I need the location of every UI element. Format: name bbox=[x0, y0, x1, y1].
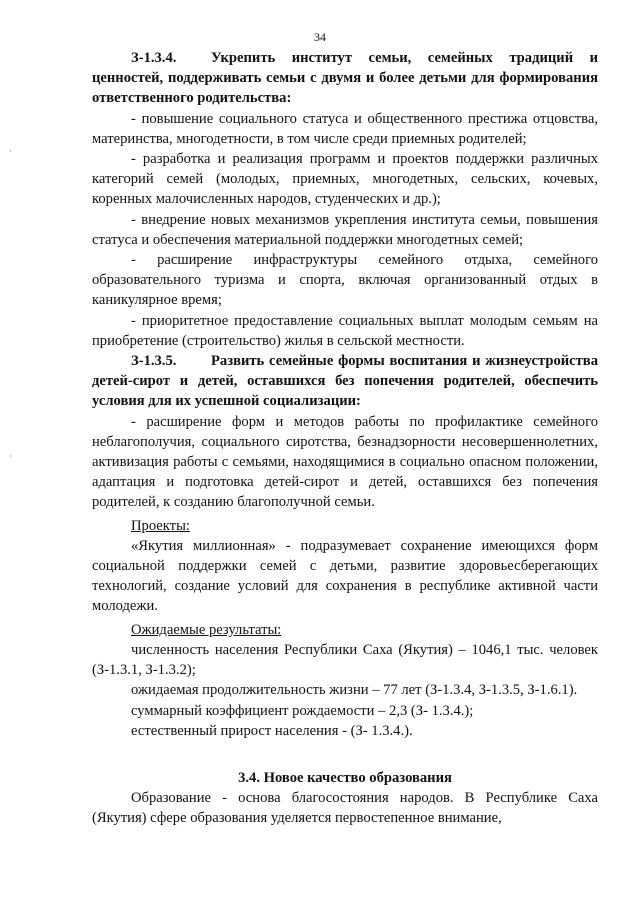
expected-label: Ожидаемые результаты: bbox=[131, 621, 282, 638]
list-item: - разработка и реализация программ и проектов поддержки различных категорий семей (молодых, приемных, многодетных, сельских, кочевых, коренных малочисленных народов, студенческих и др.); bbox=[92, 151, 598, 208]
page-number: 34 bbox=[314, 30, 326, 44]
section-code: З-1.3.4. bbox=[131, 50, 177, 66]
projects-label: Проекты: bbox=[131, 517, 190, 534]
expected-item: естественный прирост населения - (З- 1.3.4.). bbox=[131, 722, 413, 739]
document-body bbox=[92, 48, 598, 829]
margin-mark bbox=[10, 150, 11, 152]
list-item: - внедрение новых механизмов укрепления института семьи, повышения статуса и обеспечения материальной поддержки многодетных семей; bbox=[92, 211, 598, 248]
margin-mark bbox=[10, 455, 11, 457]
projects-label-line bbox=[92, 516, 598, 536]
section-3-1-3-4-title bbox=[92, 48, 598, 109]
list-item: - расширение инфраструктуры семейного отдыха, семейного образовательного туризма и спорта, включая организованный отдых в каникулярное время; bbox=[92, 252, 598, 309]
section-title-text: Развить семейные формы воспитания и жизнеустройства детей-сирот и детей, оставшихся без попечения родителей, обеспечить условия для их успешной социализации: bbox=[92, 353, 598, 410]
expected-item: суммарный коэффициент рождаемости – 2,3 (З- 1.3.4.); bbox=[131, 702, 474, 719]
section-code: З-1.3.5. bbox=[131, 353, 177, 370]
section-3-4-heading: 3.4. Новое качество образования bbox=[238, 769, 452, 786]
expected-item: численность населения Республики Саха (Якутия) – 1046,1 тыс. человек (З-1.3.1, З-1.3.2); bbox=[92, 641, 598, 679]
list-item: - приоритетное предоставление социальных выплат молодым семьям на приобретение (строительство) жилья в сельской местности. bbox=[92, 312, 598, 349]
section-3-1-3-5-title bbox=[92, 351, 598, 412]
expected-label-line bbox=[92, 620, 598, 640]
projects-text: «Якутия миллионная» - подразумевает сохранение имеющихся форм социальной поддержки семей с детьми, развитие здоровьесберегающих технологий, создание условий для сохранения в республике активной части молодежи. bbox=[92, 537, 598, 615]
list-item: - повышение социального статуса и общественного престижа отцовства, материнства, многодетности, в том числе среди приемных родителей; bbox=[92, 110, 598, 147]
list-item: - расширение форм и методов работы по профилактике семейного неблагополучия, социального сиротства, безнадзорности несовершеннолетних, активизация работы с семьями, находящимися в социально опасном положении, адаптация и подготовка детей-сирот и детей, оставшихся без попечения родителей, к созданию благополучной семьи. bbox=[92, 413, 598, 511]
expected-item: ожидаемая продолжительность жизни – 77 лет (З-1.3.4, З-1.3.5, З-1.6.1). bbox=[131, 682, 578, 699]
section-title-text: Укрепить институт семьи, семейных традиций и ценностей, поддерживать семьи с двумя и более детьми для формирования ответственного родительства: bbox=[92, 50, 598, 107]
section-3-4-text: Образование - основа благосостояния народов. В Республике Саха (Якутия) сфере образования уделяется первостепенное внимание, bbox=[92, 790, 598, 827]
